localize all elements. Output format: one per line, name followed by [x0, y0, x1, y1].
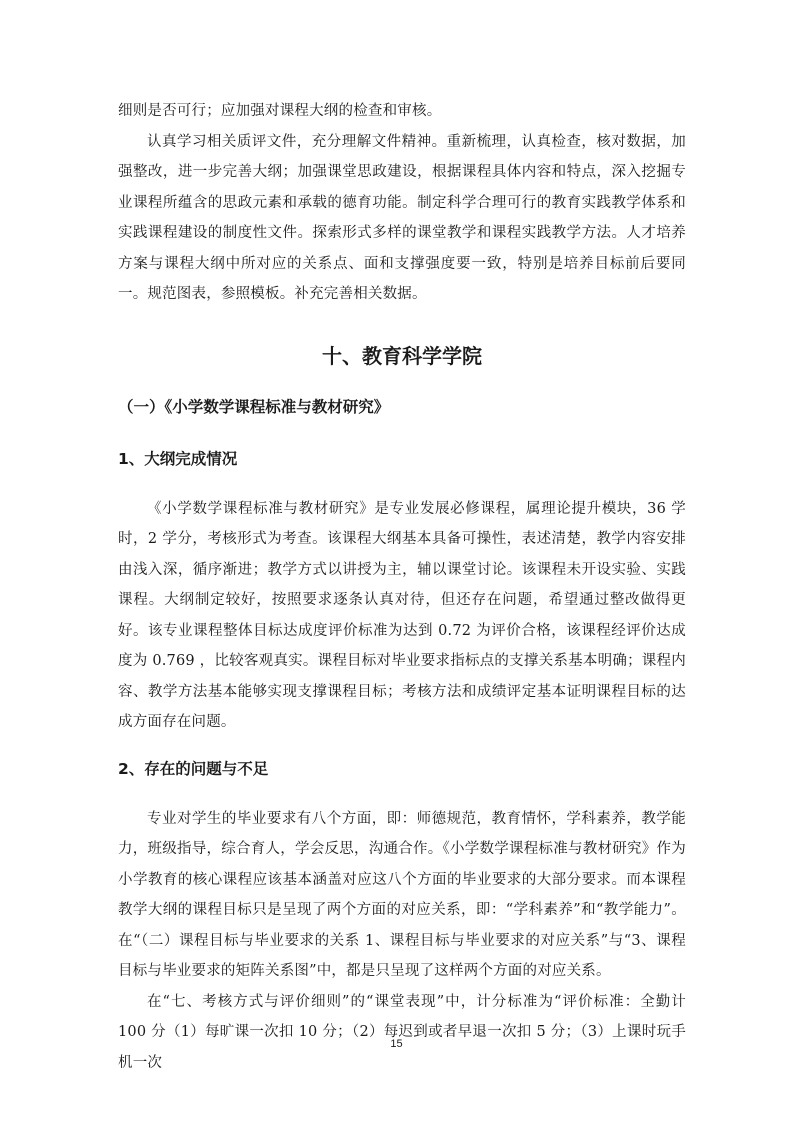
rectification-paragraph: 认真学习相关质评文件，充分理解文件精神。重新梳理，认真检查，核对数据，加强整改，进一步完善大纲；加强课堂思政建设，根据课程具体内容和特点，深入挖掘专业课程所蕴含的思政元素和承载的德育功能。制定科学合理可行的教育实践教学体系和实践课程建设的制度性文件。探索形式多样的课堂教学和课程实践教学方法。人才培养方案与课程大纲中所对应的关系点、面和支撑强度要一致，特别是培养目标前后要同一。规范图表，参照模板。补充完善相关数据。: [118, 133, 686, 302]
page-content: [118, 96, 686, 1078]
page-number: 15: [390, 1038, 403, 1050]
course-heading: （一）《小学数学课程标准与教材研究》: [118, 397, 390, 416]
continued-paragraph: 细则是否可行；应加强对课程大纲的检查和审核。: [118, 103, 442, 119]
assessment-paragraph: 在“七、考核方式与评价细则”的“课堂表现”中，计分标准为“评价标准：全勤计 100 分（1）每旷课一次扣 10 分；（2）每迟到或者早退一次扣 5 分；（3）上课时玩手机一次: [118, 993, 686, 1071]
section-heading-problems: 2、存在的问题与不足: [118, 759, 269, 778]
problems-paragraph: 专业对学生的毕业要求有八个方面，即：师德规范，教育情怀，学科素养，教学能力，班级指导，综合育人，学会反思，沟通合作。《小学数学课程标准与教材研究》作为小学教育的核心课程应该基本涵盖对应这八个方面的毕业要求的大部分要求。而本课程教学大纲的课程目标只是呈现了两个方面的对应关系，即：“学科素养”和“教学能力”。在“（二）课程目标与毕业要求的关系 1、课程目标与毕业要求的对应关系”与“3、课程目标与毕业要求的矩阵关系图”中，都是只呈现了这样两个方面的对应关系。: [118, 810, 686, 979]
chapter-title: 十、教育科学学院: [322, 343, 482, 368]
section-heading-outline-completion: 1、大纲完成情况: [118, 449, 238, 468]
outline-completion-paragraph: 《小学数学课程标准与教材研究》是专业发展必修课程，属理论提升模块，36 学时，2 学分，考核形式为考查。该课程大纲基本具备可操性，表述清楚，教学内容安排由浅入深，循序渐进；教学方式以讲授为主，辅以课堂讨论。该课程未开设实验、实践课程。大纲制定较好，按照要求逐条认真对待，但还存在问题，希望通过整改做得更好。该专业课程整体目标达成度评价标准为达到 0.72 为评价合格，该课程经评价达成度为 0.769 ，比较客观真实。课程目标对毕业要求指标点的支撑关系基本明确；课程内容、教学方法基本能够实现支撑课程目标；考核方法和成绩评定基本证明课程目标的达成方面存在问题。: [118, 500, 686, 730]
